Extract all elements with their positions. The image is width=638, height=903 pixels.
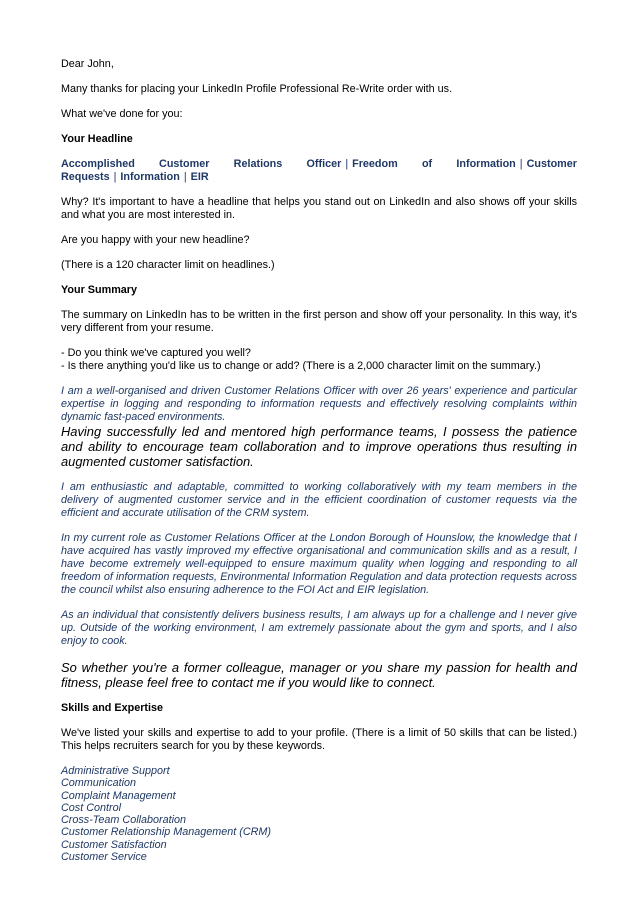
headline-separator: | <box>519 158 523 170</box>
skill-item: Customer Satisfaction <box>61 838 167 851</box>
summary-paragraph-4: As an individual that consistently delivers business results, I am always up for a challenge and I never give up. Outside of the working environment, I am extremely passionate about the gym and sports, and I also enjoy to cook. <box>61 609 577 647</box>
headline-item: Customer Requests <box>61 158 577 183</box>
skill-item: Cross-Team Collaboration <box>61 814 187 827</box>
headline-heading: Your Headline <box>61 133 133 145</box>
summary-paragraph-1: I am a well-organised and driven Customer Relations Officer with over 26 years' experience and particular expertise in logging and responding to information requests and effectively resolving complaints within dynamic fast-paced environments. <box>61 385 577 423</box>
summary-paragraph-1-large: Having successfully led and mentored high performance teams, I possess the patience and ability to encourage team collaboration and to improve operations thus resulting in augmented customer satisfaction. <box>61 424 577 469</box>
headline-item: EIR <box>190 171 209 183</box>
skills-list <box>61 765 577 863</box>
headline-separator: | <box>345 158 349 170</box>
skills-intro: We've listed your skills and expertise to add to your profile. (There is a limit of 50 skills that can be listed.) This helps recruiters search for you by these keywords. <box>61 727 577 752</box>
headline-question: Are you happy with your new headline? <box>61 234 250 246</box>
headline-text <box>61 158 577 184</box>
headline-separator: | <box>183 171 187 183</box>
headline-item: Accomplished Customer Relations Officer <box>61 158 342 170</box>
skill-item: Customer Relationship Management (CRM) <box>61 826 272 839</box>
done-intro: What we've done for you: <box>61 108 183 120</box>
summary-question-2: - Is there anything you'd like us to change or add? (There is a 2,000 character limit on the summary.) <box>61 360 541 372</box>
headline-item: Freedom of Information <box>352 158 516 170</box>
headline-item: Information <box>120 171 180 183</box>
skill-item: Administrative Support <box>61 765 170 777</box>
skill-item: Cost Control <box>61 801 122 814</box>
thanks-text: Many thanks for placing your LinkedIn Profile Professional Re-Write order with us. <box>61 83 453 95</box>
skill-item: Customer Service <box>61 851 147 864</box>
skills-heading: Skills and Expertise <box>61 702 164 714</box>
summary-heading: Your Summary <box>61 284 137 296</box>
summary-question-1: - Do you think we've captured you well? <box>61 347 251 359</box>
headline-limit: (There is a 120 character limit on headlines.) <box>61 259 275 271</box>
summary-closing: So whether you're a former colleague, manager or you share my passion for health and fitness, please feel free to contact me if you would like to connect. <box>61 660 577 690</box>
headline-separator: | <box>113 171 117 183</box>
summary-paragraph-3: In my current role as Customer Relations Officer at the London Borough of Hounslow, the knowledge that I have acquired has vastly improved my effective organisational and communication skills and as a result, I have become extremely well-equipped to ensure maximum quality when logging and responding to all freedom of information requests, Environmental Information Regulation and data protection requests across the council whilst also ensuring adherence to the FOI Act and EIR legislation. <box>61 532 577 596</box>
summary-paragraph-2: I am enthusiastic and adaptable, committed to working collaboratively with my team members in the delivery of augmented customer service and in the efficient coordination of customer requests via the efficient and accurate utilisation of the CRM system. <box>61 481 577 519</box>
headline-why: Why? It's important to have a headline that helps you stand out on LinkedIn and also shows off your skills and what you are most interested in. <box>61 196 577 221</box>
summary-intro: The summary on LinkedIn has to be written in the first person and show off your personality. In this way, it's very different from your resume. <box>61 309 577 334</box>
letter-page <box>61 58 577 863</box>
greeting: Dear John, <box>61 58 114 70</box>
skill-item: Communication <box>61 777 137 790</box>
skill-item: Complaint Management <box>61 789 176 802</box>
